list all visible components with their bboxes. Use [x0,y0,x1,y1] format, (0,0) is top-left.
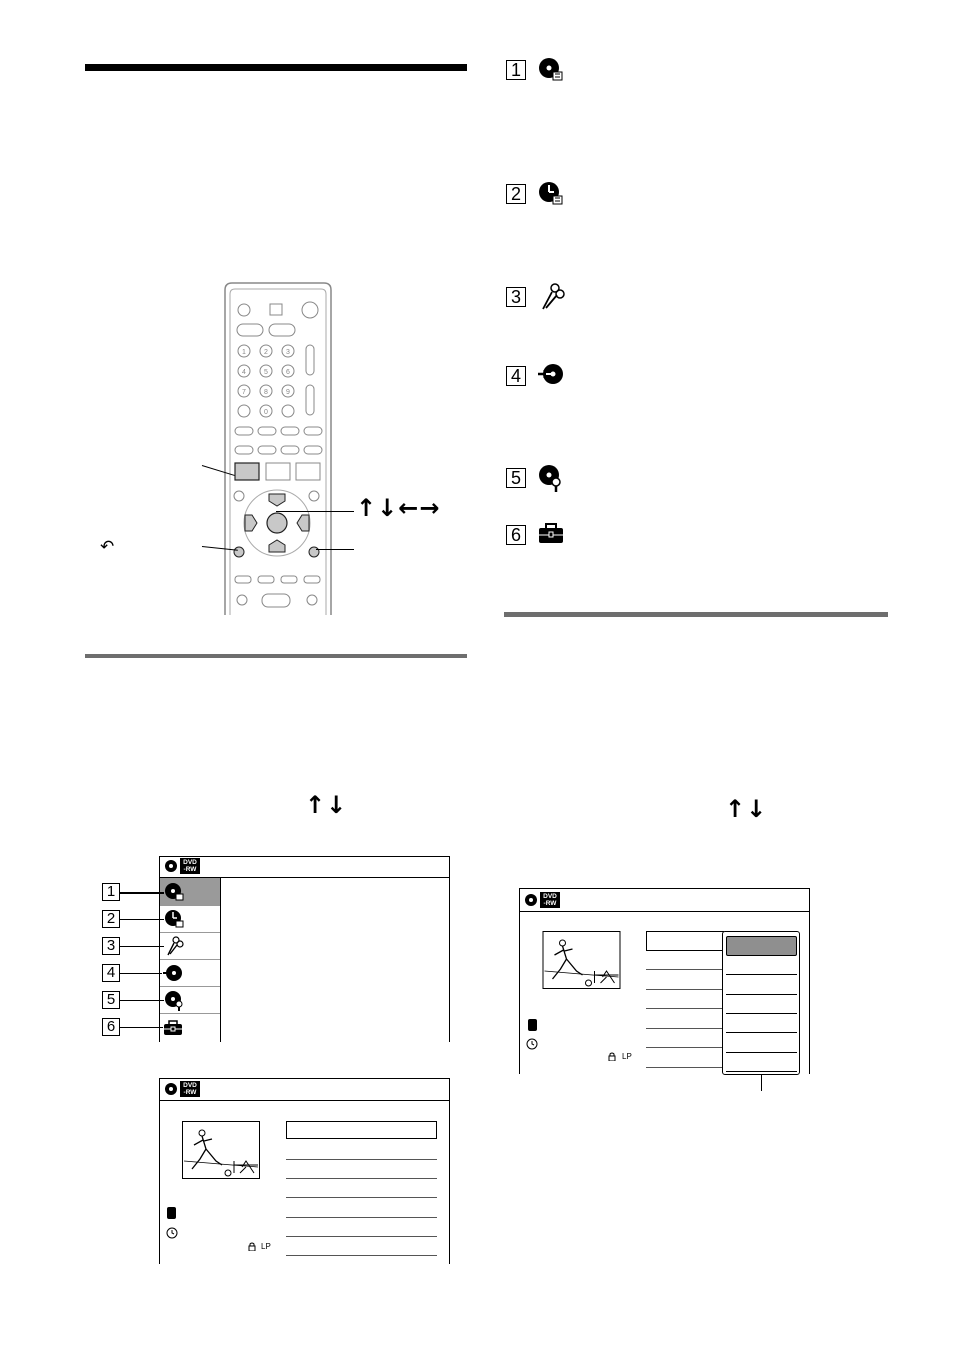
disc-dub-icon[interactable] [162,963,184,983]
menu-number-1: 1 [102,883,120,901]
options-screen-header-rule [519,911,810,912]
info-line [286,1255,437,1256]
svg-text:6: 6 [286,369,290,376]
svg-text:7: 7 [242,389,246,396]
disc-icon [165,1083,177,1095]
svg-text:1: 1 [242,349,246,356]
svg-text:8: 8 [264,389,268,396]
item-number-6: 6 [506,525,526,545]
info-line [286,1159,437,1160]
disc-timer-list-icon[interactable] [164,909,184,929]
updown-arrows-right: ↑↓ [725,795,768,823]
recording-indicator [528,1019,537,1031]
clock-icon [166,1227,178,1239]
scissors-edit-icon [539,282,565,312]
menu-leader-1 [120,892,164,894]
recording-indicator [167,1207,176,1219]
menu-number-2: 2 [102,910,120,928]
info-line [286,1236,437,1237]
disc-icon [525,894,537,906]
clock-icon [526,1038,538,1050]
disc-dub-icon [537,362,565,386]
menu-leader-2 [120,919,164,920]
options-field-box [646,931,724,951]
menu-leader-6 [120,1027,163,1028]
section-rule-left [85,654,467,658]
info-line [286,1178,437,1179]
info-line [286,1197,437,1198]
dvd-rw-logo: DVD -RW [540,892,560,908]
remote-control-illustration [222,280,334,615]
menu-number-5: 5 [102,991,120,1009]
disc-setup-icon[interactable] [164,990,184,1012]
scissors-edit-icon[interactable] [164,935,184,957]
menu-number-4: 4 [102,964,120,982]
disc-icon [165,860,177,872]
info-field-box [286,1121,437,1139]
menu-leader-4 [120,973,162,974]
menu-number-3: 3 [102,937,120,955]
info-line [286,1217,437,1218]
item-number-5: 5 [506,468,526,488]
section-rule-right [504,612,888,617]
lock-icon [248,1242,256,1251]
svg-text:2: 2 [264,349,268,356]
lock-icon [608,1052,616,1061]
options-line [646,1067,724,1068]
options-line [646,989,724,990]
disc-timer-list-icon [538,181,564,207]
menu-column-divider [220,877,221,1042]
info-screen-header-rule [159,1100,450,1101]
options-line [646,1028,724,1029]
item-number-3: 3 [506,287,526,307]
thumbnail-soccer-player [542,931,621,989]
options-submenu-highlight[interactable] [726,936,797,956]
disc-title-list-icon [538,57,564,83]
submenu-item[interactable] [726,1071,797,1072]
leader-to-options-button [316,549,354,550]
item-number-1: 1 [506,60,526,80]
return-symbol: ↶ [100,537,115,557]
remote-arrow-keys-label: ↑↓←→ [356,494,441,522]
thumbnail-soccer-player [182,1121,260,1179]
submenu-item[interactable] [726,994,797,995]
recording-mode-label: LP [261,1242,271,1251]
updown-arrows-left: ↑↓ [305,791,348,819]
menu-leader-5 [120,1000,164,1001]
svg-text:4: 4 [242,369,246,376]
dvd-rw-logo: DVD -RW [180,1081,200,1097]
item-number-2: 2 [506,184,526,204]
leader-to-enter-button [276,511,354,512]
recording-mode-label: LP [622,1052,632,1061]
svg-text:3: 3 [286,349,290,356]
top-heading-rule [85,64,467,71]
menu-number-6: 6 [102,1018,120,1036]
disc-title-list-icon[interactable] [164,882,184,902]
options-line [646,1008,724,1009]
disc-setup-icon [538,464,564,494]
submenu-callout-line [761,1075,762,1091]
svg-text:0: 0 [264,409,268,416]
dvd-rw-logo: DVD -RW [180,858,200,874]
svg-text:5: 5 [264,369,268,376]
menu-leader-3 [120,946,164,947]
options-line [646,1047,724,1048]
toolbox-icon [538,522,564,546]
toolbox-icon[interactable] [163,1019,183,1037]
submenu-item[interactable] [726,1032,797,1033]
submenu-item[interactable] [726,974,797,975]
submenu-item[interactable] [726,1013,797,1014]
options-line [646,969,724,970]
svg-text:9: 9 [286,389,290,396]
item-number-4: 4 [506,366,526,386]
submenu-item[interactable] [726,1052,797,1053]
